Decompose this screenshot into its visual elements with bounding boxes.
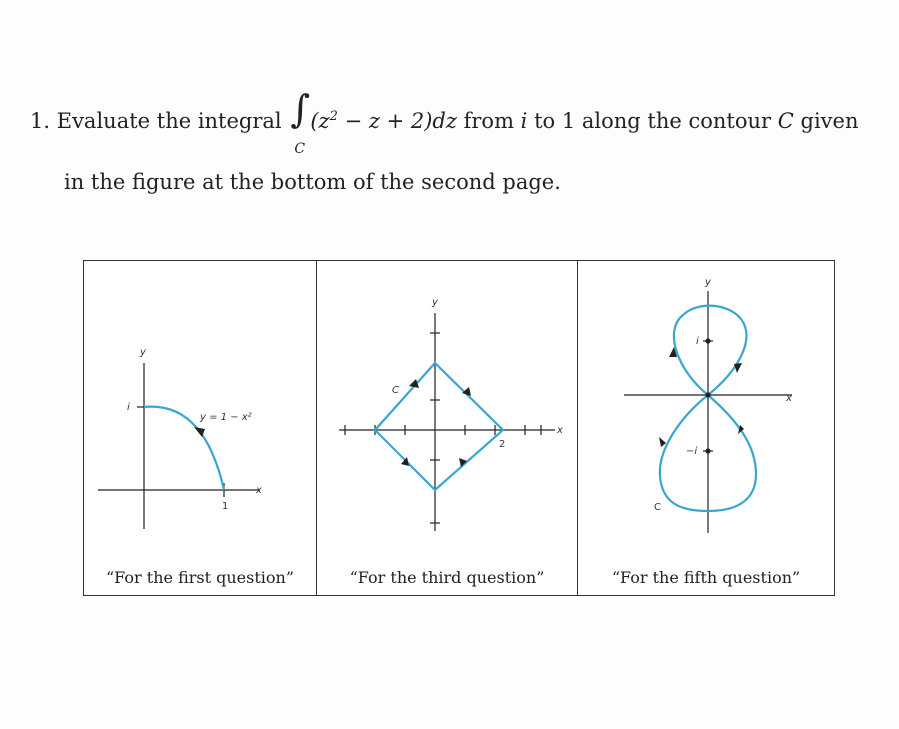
integrand-open: (z <box>310 109 330 133</box>
figure-table <box>83 260 835 596</box>
integrand <box>310 109 457 133</box>
x-axis-label: x <box>786 393 792 404</box>
y-axis-label: y <box>432 297 438 308</box>
one-tick-label: 1 <box>222 501 229 512</box>
caption-third-question: “For the third question” <box>349 568 545 587</box>
question-text-to: to 1 along the contour <box>534 109 772 133</box>
figure-fifth-question <box>578 261 834 595</box>
question-text-from: from <box>463 109 514 133</box>
figure-third-question <box>317 261 578 595</box>
i-tick-label: i <box>696 336 699 347</box>
question-text-given: given <box>800 109 859 133</box>
point-i <box>705 338 710 343</box>
integral-symbol <box>288 87 311 157</box>
point-neg-i <box>705 448 710 453</box>
question-line-2: in the figure at the bottom of the second page. <box>64 170 561 194</box>
panel-first-question <box>84 261 317 595</box>
i-tick-label: i <box>127 402 130 413</box>
y-axis-label: y <box>140 347 146 358</box>
square-contour <box>375 363 506 490</box>
contour-label: C <box>654 502 661 513</box>
contour-symbol: C <box>777 109 794 133</box>
contour-label: C <box>392 385 399 396</box>
integral-subscript: C <box>294 141 306 157</box>
panel-third-question <box>317 261 578 595</box>
integrand-exponent: 2 <box>329 109 338 124</box>
x-axis-label: x <box>557 425 563 436</box>
axis-tick-marks <box>345 333 541 523</box>
curve-equation-label: y = 1 − x² <box>200 412 252 423</box>
question-text-before: Evaluate the integral <box>56 109 282 133</box>
caption-first-question: “For the first question” <box>106 568 294 587</box>
panel-fifth-question <box>578 261 834 595</box>
caption-fifth-question: “For the fifth question” <box>611 568 801 587</box>
neg-i-tick-label: −i <box>686 446 698 457</box>
question-number: 1. <box>30 109 51 133</box>
origin-point <box>705 392 710 397</box>
two-tick-label: 2 <box>499 439 506 450</box>
figure-first-question <box>84 261 317 595</box>
arrow-upper-left <box>409 379 419 388</box>
from-value: i <box>520 109 528 133</box>
arrow-lower-left <box>659 437 666 447</box>
integral-sign: ∫ <box>290 87 311 131</box>
x-axis-label: x <box>256 485 262 496</box>
integrand-rest: − z + 2)dz <box>337 109 457 133</box>
question-line-1 <box>30 87 859 157</box>
y-axis-label: y <box>705 277 711 288</box>
